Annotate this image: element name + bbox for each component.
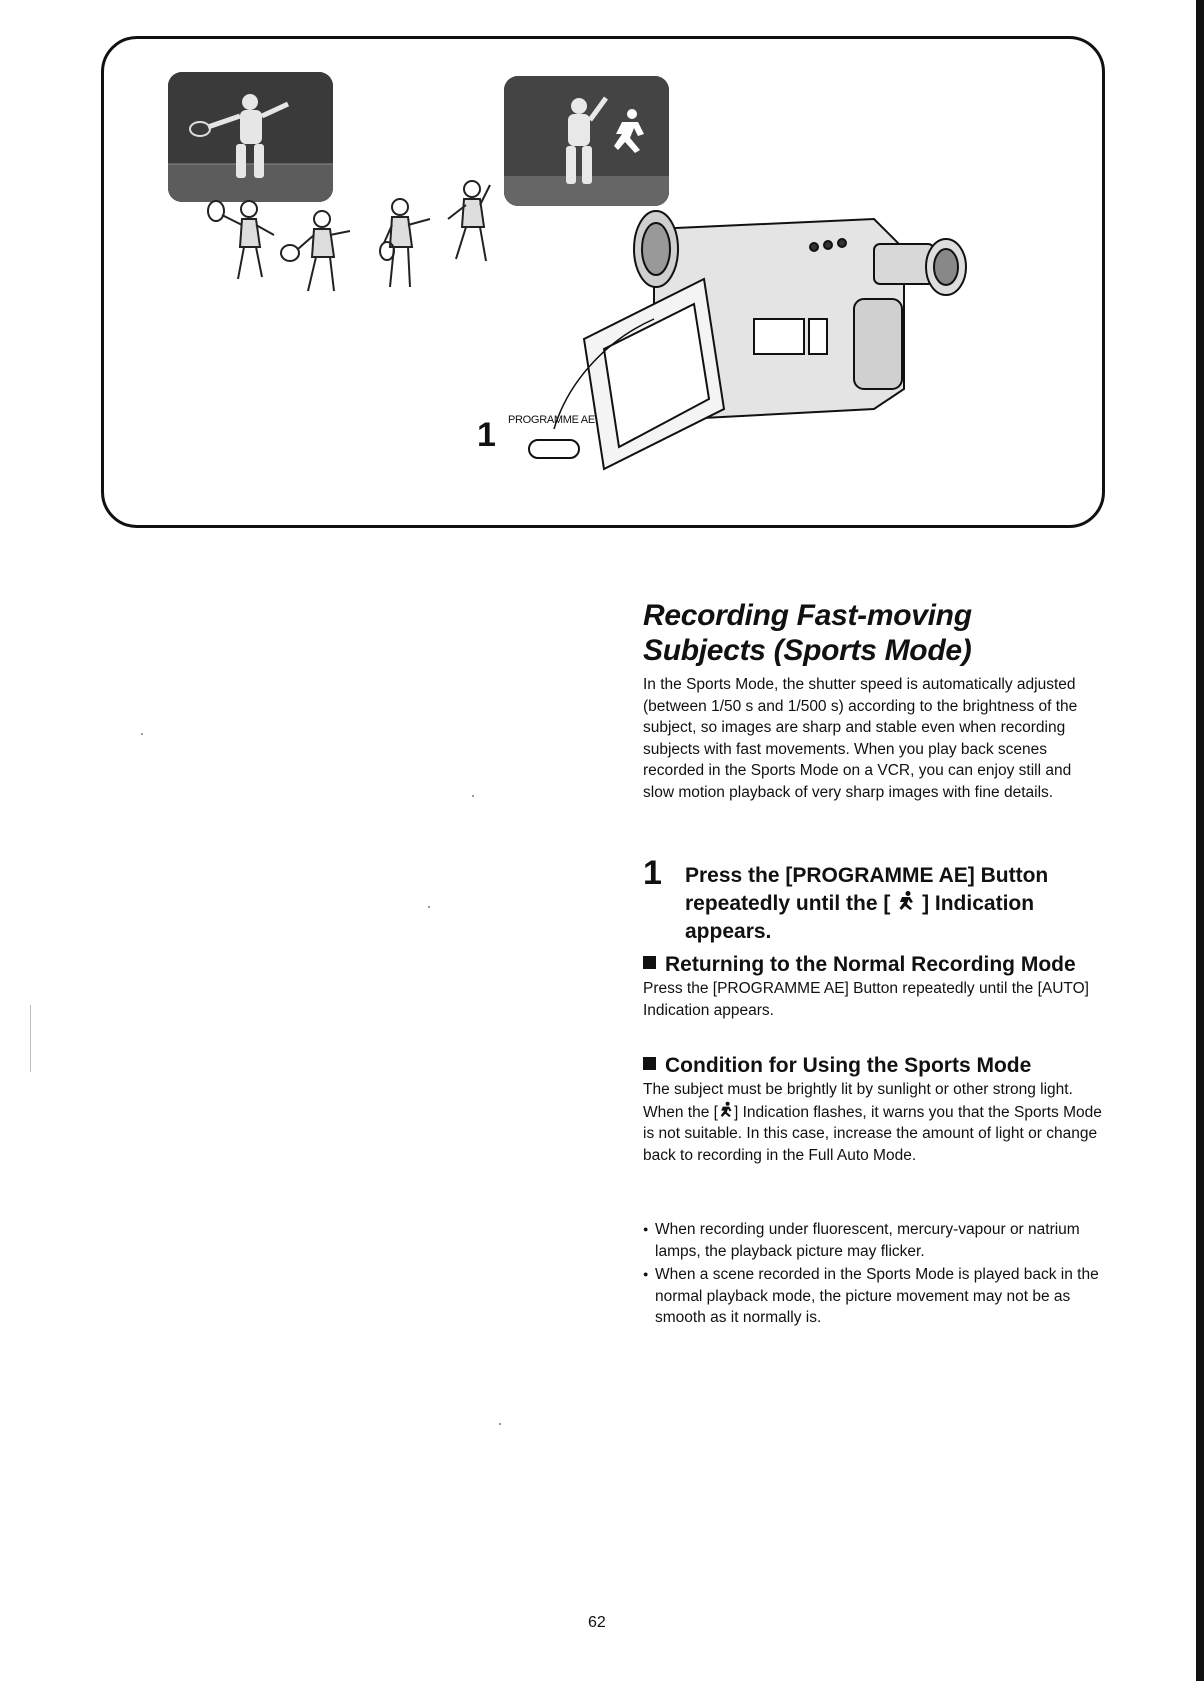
title-line-1: Recording Fast-moving <box>643 599 972 632</box>
intro-paragraph: In the Sports Mode, the shutter speed is automatically adjusted (between 1/50 s and 1/500 s) according to the brightness of the subject, so images are sharp and stable even when recording subjects with fast movements. When you play back scenes recorded in the Sports Mode on a VCR, you can enjoy still and slow motion playback of very sharp images with fine details. <box>643 676 1078 801</box>
step-1-number: 1 <box>643 854 662 892</box>
page-title <box>643 598 1103 668</box>
condition-body-after: ] Indication flashes, it warns you that the Sports Mode is not suitable. In this case, increase the amount of light or change back to recording in the Full Auto Mode. <box>643 1103 1102 1164</box>
returning-heading <box>643 952 1103 978</box>
scan-speck <box>141 733 143 735</box>
sports-mode-icon <box>896 890 916 918</box>
step-1-text-before: Press the [PROGRAMME AE] Button repeatedly until the [ <box>685 864 1049 915</box>
scan-speck <box>472 795 474 797</box>
condition-body-before: The subject must be brightly lit by sunlight or other strong light. When the [ <box>643 1081 1073 1121</box>
list-item: ● When recording under fluorescent, mercury-vapour or natrium lamps, the playback picture may flicker. <box>643 1219 1103 1262</box>
condition-heading <box>643 1053 1103 1079</box>
scan-speck <box>499 1423 501 1425</box>
square-bullet-icon <box>643 956 656 969</box>
step-number-callout: 1 <box>477 416 496 454</box>
condition-section <box>643 1053 1103 1166</box>
condition-body <box>643 1079 1103 1166</box>
returning-body: Press the [PROGRAMME AE] Button repeatedly until the [AUTO] Indication appears. <box>643 980 1089 1019</box>
sports-mode-icon <box>718 1101 734 1124</box>
step-1-text <box>685 862 1103 946</box>
step-1 <box>643 854 1103 946</box>
programme-ae-button <box>528 439 580 459</box>
returning-section <box>643 952 1103 1021</box>
illustration-panel <box>101 36 1105 528</box>
scan-mark <box>30 1005 31 1072</box>
notes-list <box>643 1219 1103 1331</box>
page-number: 62 <box>588 1614 606 1631</box>
programme-ae-label: PROGRAMME AE <box>508 414 595 426</box>
scan-edge <box>1196 0 1204 1681</box>
scan-speck <box>428 906 430 908</box>
returning-heading-text: Returning to the Normal Recording Mode <box>665 953 1076 976</box>
square-bullet-icon <box>643 1057 656 1070</box>
list-item: ● When a scene recorded in the Sports Mode is played back in the normal playback mode, the picture movement may not be as smooth as it normally is. <box>643 1264 1103 1329</box>
title-line-2: Subjects (Sports Mode) <box>643 634 972 667</box>
condition-heading-text: Condition for Using the Sports Mode <box>665 1054 1032 1077</box>
step-1-text-after: ] Indication appears. <box>685 892 1035 943</box>
sports-photo-sports-mode <box>504 76 669 206</box>
